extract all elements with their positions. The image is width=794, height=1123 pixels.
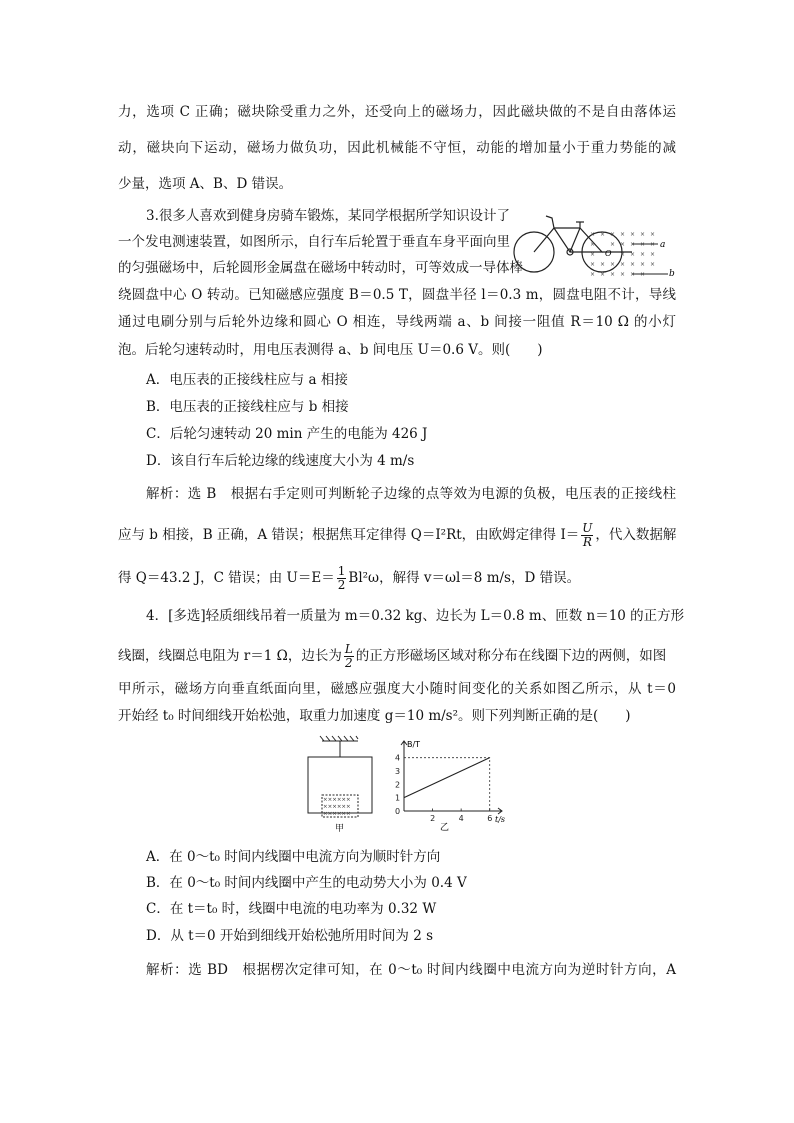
q3-stem-line-3: 的匀强磁场中，后轮圆形金属盘在磁场中转动时，可等效成一导体棒 xyxy=(118,260,523,276)
coil-figure xyxy=(300,735,380,833)
graph-x-label: t/s xyxy=(495,815,506,824)
y-tick-label: 4 xyxy=(395,753,401,763)
prev-solution-line-2: 动，磁块向下运动，磁场力做负功，因此机械能不守恒，动能的增加量小于重力势能的减 xyxy=(118,140,676,156)
svg-text:×: × xyxy=(600,231,606,238)
guide-dashes xyxy=(404,758,490,811)
svg-text:×: × xyxy=(640,271,646,278)
q4-stem-line-4: 开始经 t₀ 时间细线开始松弛，取重力加速度 g＝10 m/s²。则下列判断正确的是( ) xyxy=(118,708,631,724)
q3-answer-line-2: 应与 b 相接，B 正确，A 错误；根据焦耳定律得 Q＝I²Rt，由欧姆定律得 I＝ $\frac{U}{R}$ ，代入数据解 xyxy=(118,521,677,549)
y-tick-label: 1 xyxy=(395,793,401,803)
bicycle-figure xyxy=(512,204,676,282)
q3-stem-line-1: 3.很多人喜欢到健身房骑车锻炼，某同学根据所学知识设计了 xyxy=(146,208,510,224)
svg-text:×: × xyxy=(630,271,636,278)
q3-option-d: D．该自行车后轮边缘的线速度大小为 4 m/s xyxy=(146,453,415,469)
svg-text:××××××: ×××××× xyxy=(323,804,351,810)
svg-text:×: × xyxy=(610,261,616,268)
svg-text:×: × xyxy=(650,251,656,258)
svg-text:×: × xyxy=(640,261,646,268)
q3-option-a: A．电压表的正接线柱应与 a 相接 xyxy=(146,372,348,388)
q4-stem-line-2: 线圈，线圈总电阻为 r＝1 Ω，边长为 $\frac{L}{2}$ 的正方形磁场区域对称分布在线圈下边的两侧，如图 xyxy=(118,642,667,670)
y-tick-label: 0 xyxy=(395,807,401,816)
fig-yi-label: 乙 xyxy=(440,823,450,833)
svg-text:×: × xyxy=(640,231,646,238)
svg-text:×: × xyxy=(610,241,616,248)
q3-answer-line-1: 解析：选 B 根据右手定则可判断轮子边缘的点等效为电源的负极，电压表的正接线柱 xyxy=(146,486,676,502)
q3-option-b: B．电压表的正接线柱应与 b 相接 xyxy=(146,399,349,415)
x-tick-label: 4 xyxy=(458,814,464,823)
label-a: a xyxy=(660,240,666,250)
x-tick-label: 6 xyxy=(487,814,493,823)
q3-option-c: C．后轮匀速转动 20 min 产生的电能为 426 J xyxy=(146,426,428,442)
label-b: b xyxy=(669,269,675,279)
svg-text:×: × xyxy=(620,241,626,248)
svg-text:×: × xyxy=(630,231,636,238)
q3-stem-line-2: 一个发电测速装置，如图所示，自行车后轮置于垂直车身平面向里 xyxy=(118,234,510,250)
q4-option-b: B．在 0～t₀ 时间内线圈中产生的电动势大小为 0.4 V xyxy=(146,875,467,891)
svg-text:×: × xyxy=(650,241,656,248)
q4-stem-line-3: 甲所示，磁场方向垂直纸面向里，磁感应强度大小随时间变化的关系如图乙所示，从 t＝0 xyxy=(118,681,676,697)
svg-text:×: × xyxy=(620,271,626,278)
svg-text:×: × xyxy=(630,261,636,268)
q4-answer-line-1: 解析：选 BD 根据楞次定律可知，在 0～t₀ 时间内线圈中电流方向为逆时针方向，A xyxy=(146,962,676,978)
svg-text:×: × xyxy=(600,261,606,268)
q3-answer-line-3: 得 Q＝43.2 J，C 错误；由 U＝E＝ $\frac{1}{2}$ Bl²ω，解得 v＝ωl＝8 m/s，D 错误。 xyxy=(118,564,581,592)
prev-solution-line-3: 少量，选项 A、B、D 错误。 xyxy=(118,176,293,192)
svg-text:×: × xyxy=(610,271,616,278)
svg-text:×: × xyxy=(590,251,596,258)
svg-text:×: × xyxy=(590,271,596,278)
svg-text:××××××: ×××××× xyxy=(323,797,351,803)
svg-text:×: × xyxy=(600,271,606,278)
svg-text:×: × xyxy=(610,231,616,238)
bt-graph xyxy=(380,733,515,833)
fig-jia-label: 甲 xyxy=(335,824,345,833)
svg-text:×: × xyxy=(630,251,636,258)
q3-stem-line-6: 泡。后轮匀速转动时，用电压表测得 a、b 间电压 U＝0.6 V。则( ) xyxy=(118,342,543,358)
b-t-series-line xyxy=(404,758,490,798)
q3-stem-line-5: 通过电刷分别与后轮外边缘和圆心 O 相连，导线两端 a、b 间接一阻值 R＝10 Ω 的小灯 xyxy=(118,314,676,330)
q4-option-d: D．从 t＝0 开始到细线开始松弛所用时间为 2 s xyxy=(146,928,434,944)
svg-text:××××××: ×××××× xyxy=(323,811,351,817)
q3-stem-line-4: 绕圆盘中心 O 转动。已知磁感应强度 B＝0.5 T，圆盘半径 l＝0.3 m，圆盘电阻不计，导线 xyxy=(118,287,676,303)
svg-text:×: × xyxy=(590,241,596,248)
y-tick-label: 3 xyxy=(395,767,401,776)
svg-text:×: × xyxy=(620,261,626,268)
label-O: O xyxy=(605,249,612,258)
svg-text:×: × xyxy=(640,241,646,248)
graph-y-label: B/T xyxy=(407,740,421,749)
svg-text:×: × xyxy=(630,241,636,248)
svg-text:×: × xyxy=(590,261,596,268)
svg-text:×: × xyxy=(650,231,656,238)
q4-stem-line-1: 4．[多选]轻质细线吊着一质量为 m＝0.32 kg、边长为 L＝0.8 m、匝数 n＝10 的正方形 xyxy=(146,608,685,624)
svg-text:×: × xyxy=(590,231,596,238)
q4-option-c: C．在 t＝t₀ 时，线圈中电流的电功率为 0.32 W xyxy=(146,901,437,917)
y-tick-label: 2 xyxy=(395,780,401,790)
svg-text:×: × xyxy=(620,251,626,258)
q4-option-a: A．在 0～t₀ 时间内线圈中电流方向为顺时针方向 xyxy=(146,849,441,865)
svg-text:×: × xyxy=(650,261,656,268)
prev-solution-line-1: 力，选项 C 正确；磁块除受重力之外，还受向上的磁场力，因此磁块做的不是自由落体运 xyxy=(118,104,676,120)
svg-text:×: × xyxy=(620,231,626,238)
svg-text:×: × xyxy=(640,251,646,258)
x-tick-label: 2 xyxy=(430,814,436,823)
